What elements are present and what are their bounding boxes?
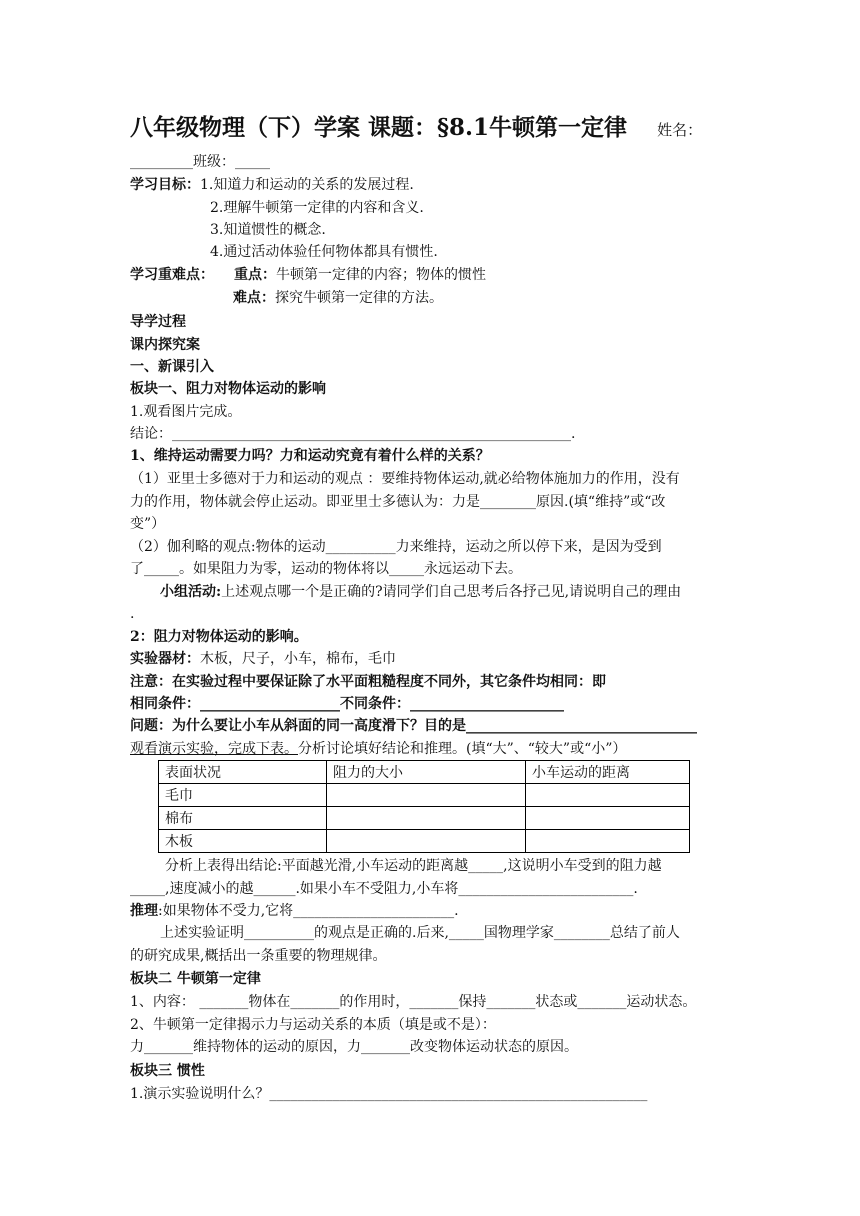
- goal-item-3: 3.知道惯性的概念.: [210, 222, 326, 238]
- inclass-heading: 课内探究案: [130, 337, 200, 353]
- table-cell: 毛巾: [159, 784, 327, 807]
- force-line: 力_______维持物体的运动的原因，力_______改变物体运动状态的原因。: [130, 1039, 578, 1055]
- proof-line-1: 上述实验证明__________的观点是正确的.后来,_____国物理学家________总结了前人: [160, 925, 680, 941]
- table-cell: 木板: [159, 830, 327, 853]
- watch-rest: 分析讨论填好结论和推理。(填“大”、“较大”或“小”）: [298, 741, 627, 757]
- block1-heading: 板块一、阻力对物体运动的影响: [130, 381, 326, 397]
- goals-row-1: [130, 175, 414, 195]
- question-1: 1、维持运动需要力吗？力和运动究竟有着什么样的关系？: [130, 448, 490, 464]
- difficulty-row: [233, 288, 443, 308]
- group-text: 上述观点哪一个是正确的?请同学们自己思考后各抒己见,请说明自己的理由: [221, 584, 682, 600]
- table-header-row: [159, 761, 690, 784]
- aristotle-line-2: 力的作用，物体就会停止运动。即亚里士多德认为：力是________原因.(填“维持”或“改: [130, 494, 666, 510]
- group-label: 小组活动:: [160, 584, 222, 600]
- table-cell[interactable]: [526, 830, 690, 853]
- demo-question: 1.演示实验说明什么？______________________________________________________: [130, 1086, 648, 1102]
- intro-heading: 一、新课引入: [130, 359, 214, 375]
- table-cell: 棉布: [159, 807, 327, 830]
- inference-text: :如果物体不受力,它将_______________________.: [158, 903, 459, 919]
- page-title: 八年级物理（下）学案 课题：§8.1牛顿第一定律: [130, 114, 628, 141]
- equipment-label: 实验器材：: [130, 651, 200, 667]
- key-points-label: 学习重难点：: [130, 267, 214, 283]
- conditions-line: 相同条件：____________________不同条件：______________________: [130, 696, 564, 712]
- goal-item-1: 1.知道力和运动的关系的发展过程.: [200, 177, 414, 193]
- table-row: [159, 807, 690, 830]
- observe-line: 1.观看图片完成。: [130, 404, 242, 420]
- difficulty-text: 探究牛顿第一定律的方法。: [275, 290, 443, 306]
- table-header-cell: 表面状况: [159, 761, 327, 784]
- proof-line-2: 的研究成果,概括出一条重要的物理规律。: [130, 948, 387, 964]
- difficulty-label: 难点：: [233, 290, 275, 306]
- guide-heading: 导学过程: [130, 314, 186, 330]
- goals-label: 学习目标：: [130, 177, 200, 193]
- goal-item-2: 2.理解牛顿第一定律的内容和含义.: [210, 200, 424, 216]
- group-dot: .: [130, 606, 135, 622]
- law-content-line: 1、内容： _______物体在_______的作用时，_______保持_______状态或_______运动状态。: [130, 994, 697, 1010]
- aristotle-line-1: （1）亚里士多德对于力和运动的观点 ：要维持物体运动,就必给物体施加力的作用，没有: [130, 471, 680, 487]
- galileo-line-1: （2）伽利略的观点:物体的运动__________力来维持，运动之所以停下来，是因为受到: [130, 539, 662, 555]
- results-table: [158, 760, 690, 853]
- watch-underlined: 观看演示实验，完成下表。: [130, 741, 298, 757]
- aristotle-line-3: 变”）: [130, 516, 166, 532]
- equipment-row: [130, 649, 396, 669]
- purpose-question: 问题：为什么要让小车从斜面的同一高度滑下？目的是_________________________________: [130, 718, 697, 734]
- note-line: 注意：在实验过程中要保证除了水平面粗糙程度不同外，其它条件均相同：即: [130, 674, 606, 690]
- law-essence-line: 2、牛顿第一定律揭示力与运动关系的本质（填是或不是）：: [130, 1017, 496, 1033]
- table-header-cell: 阻力的大小: [327, 761, 526, 784]
- table-row: [159, 784, 690, 807]
- question-2: 2：阻力对物体运动的影响。: [130, 629, 308, 645]
- inference-label: 推理: [130, 903, 158, 919]
- goal-item-4: 4.通过活动体验任何物体都具有惯性.: [210, 244, 438, 260]
- inference-line: [130, 901, 459, 921]
- key-points-row: [130, 265, 486, 285]
- conclusion-line: 结论：_________________________________________________________.: [130, 426, 576, 442]
- analysis-line-1: 分析上表得出结论:平面越光滑,小车运动的距离越_____,这说明小车受到的阻力越: [165, 858, 662, 874]
- block2-heading: 板块二 牛顿第一定律: [130, 971, 261, 987]
- group-activity: [160, 582, 681, 602]
- table-cell[interactable]: [526, 784, 690, 807]
- block3-heading: 板块三 惯性: [130, 1063, 205, 1079]
- focus-text: 牛顿第一定律的内容；物体的惯性: [276, 267, 486, 283]
- equipment-text: 木板，尺子，小车，棉布，毛巾: [200, 651, 396, 667]
- table-header-cell: 小车运动的距离: [526, 761, 690, 784]
- name-label: 姓名：: [657, 121, 703, 139]
- table-row: [159, 830, 690, 853]
- focus-label: 重点：: [234, 267, 276, 283]
- class-line: _________班级：_____: [130, 154, 270, 170]
- table-cell[interactable]: [526, 807, 690, 830]
- table-cell[interactable]: [327, 784, 526, 807]
- table-cell[interactable]: [327, 807, 526, 830]
- watch-line: [130, 739, 626, 759]
- table-cell[interactable]: [327, 830, 526, 853]
- analysis-line-2: _____,速度减小的越______.如果小车不受阻力,小车将_________________________.: [130, 881, 638, 897]
- galileo-line-2: 了_____。如果阻力为零，运动的物体将以_____永远运动下去。: [130, 561, 522, 577]
